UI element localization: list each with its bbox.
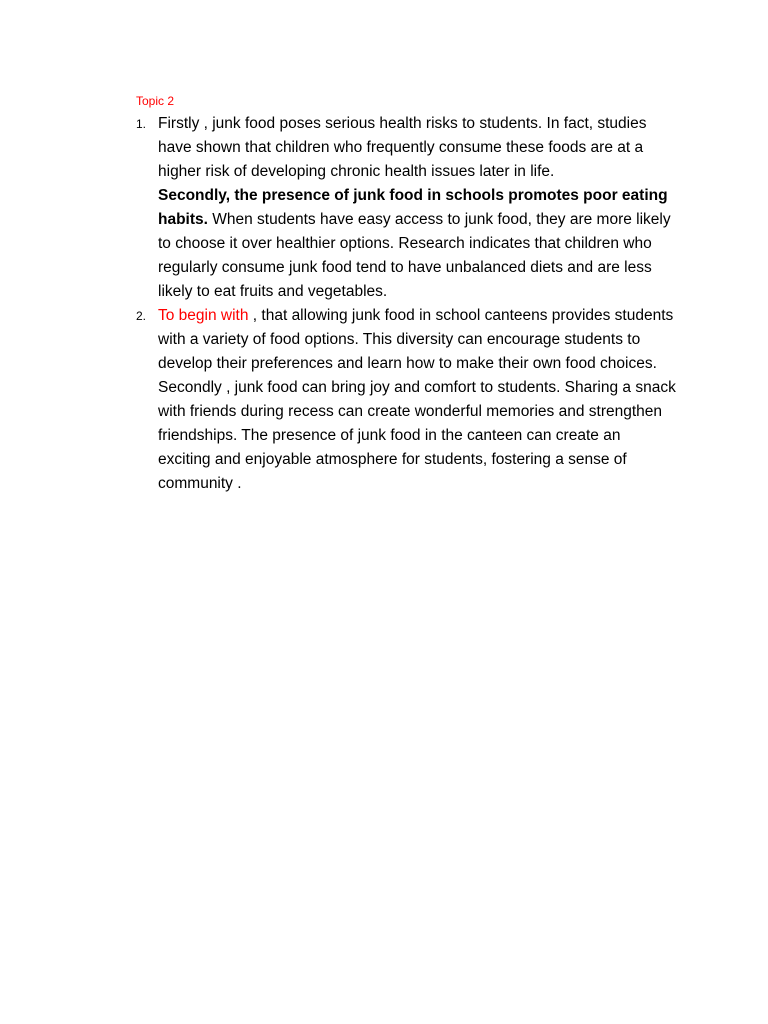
bold-lead-sentence: Secondly, the presence of junk food in schools promotes poor eating habits. [158, 187, 668, 228]
paragraph-secondly-habits [158, 184, 676, 304]
list-item-1 [136, 112, 676, 304]
list-number-1: 1. [136, 117, 147, 131]
paragraph-firstly [158, 112, 676, 184]
paragraph-to-begin-with-text: , that allowing junk food in school canteens provides students with a variety of food options. This diversity can encourage students to develop their preferences and learn how to make their own food choices. [158, 307, 674, 372]
paragraph-secondly-joy [158, 376, 676, 496]
paragraph-secondly-joy-text: Secondly , junk food can bring joy and comfort to students. Sharing a snack with friends during recess can create wonderful memories and strengthen friendships. The presence of junk food in the canteen can create an exciting and enjoyable atmosphere for students, fostering a sense of community . [158, 379, 676, 492]
list-item-2 [136, 304, 676, 496]
highlighted-phrase: To begin with [158, 307, 249, 324]
numbered-list [136, 112, 676, 496]
topic-heading: Topic 2 [136, 94, 175, 108]
paragraph-to-begin-with [158, 304, 676, 376]
paragraph-firstly-text: Firstly , junk food poses serious health risks to students. In fact, studies have shown that children who frequently consume these foods are at a higher risk of developing chronic health issues later in life. [158, 115, 647, 180]
list-number-2: 2. [136, 309, 147, 323]
paragraph-secondly-habits-text: When students have easy access to junk food, they are more likely to choose it over healthier options. Research indicates that children who regularly consume junk food tend to have unbalanced diets and are less likely to eat fruits and vegetables. [158, 211, 671, 300]
